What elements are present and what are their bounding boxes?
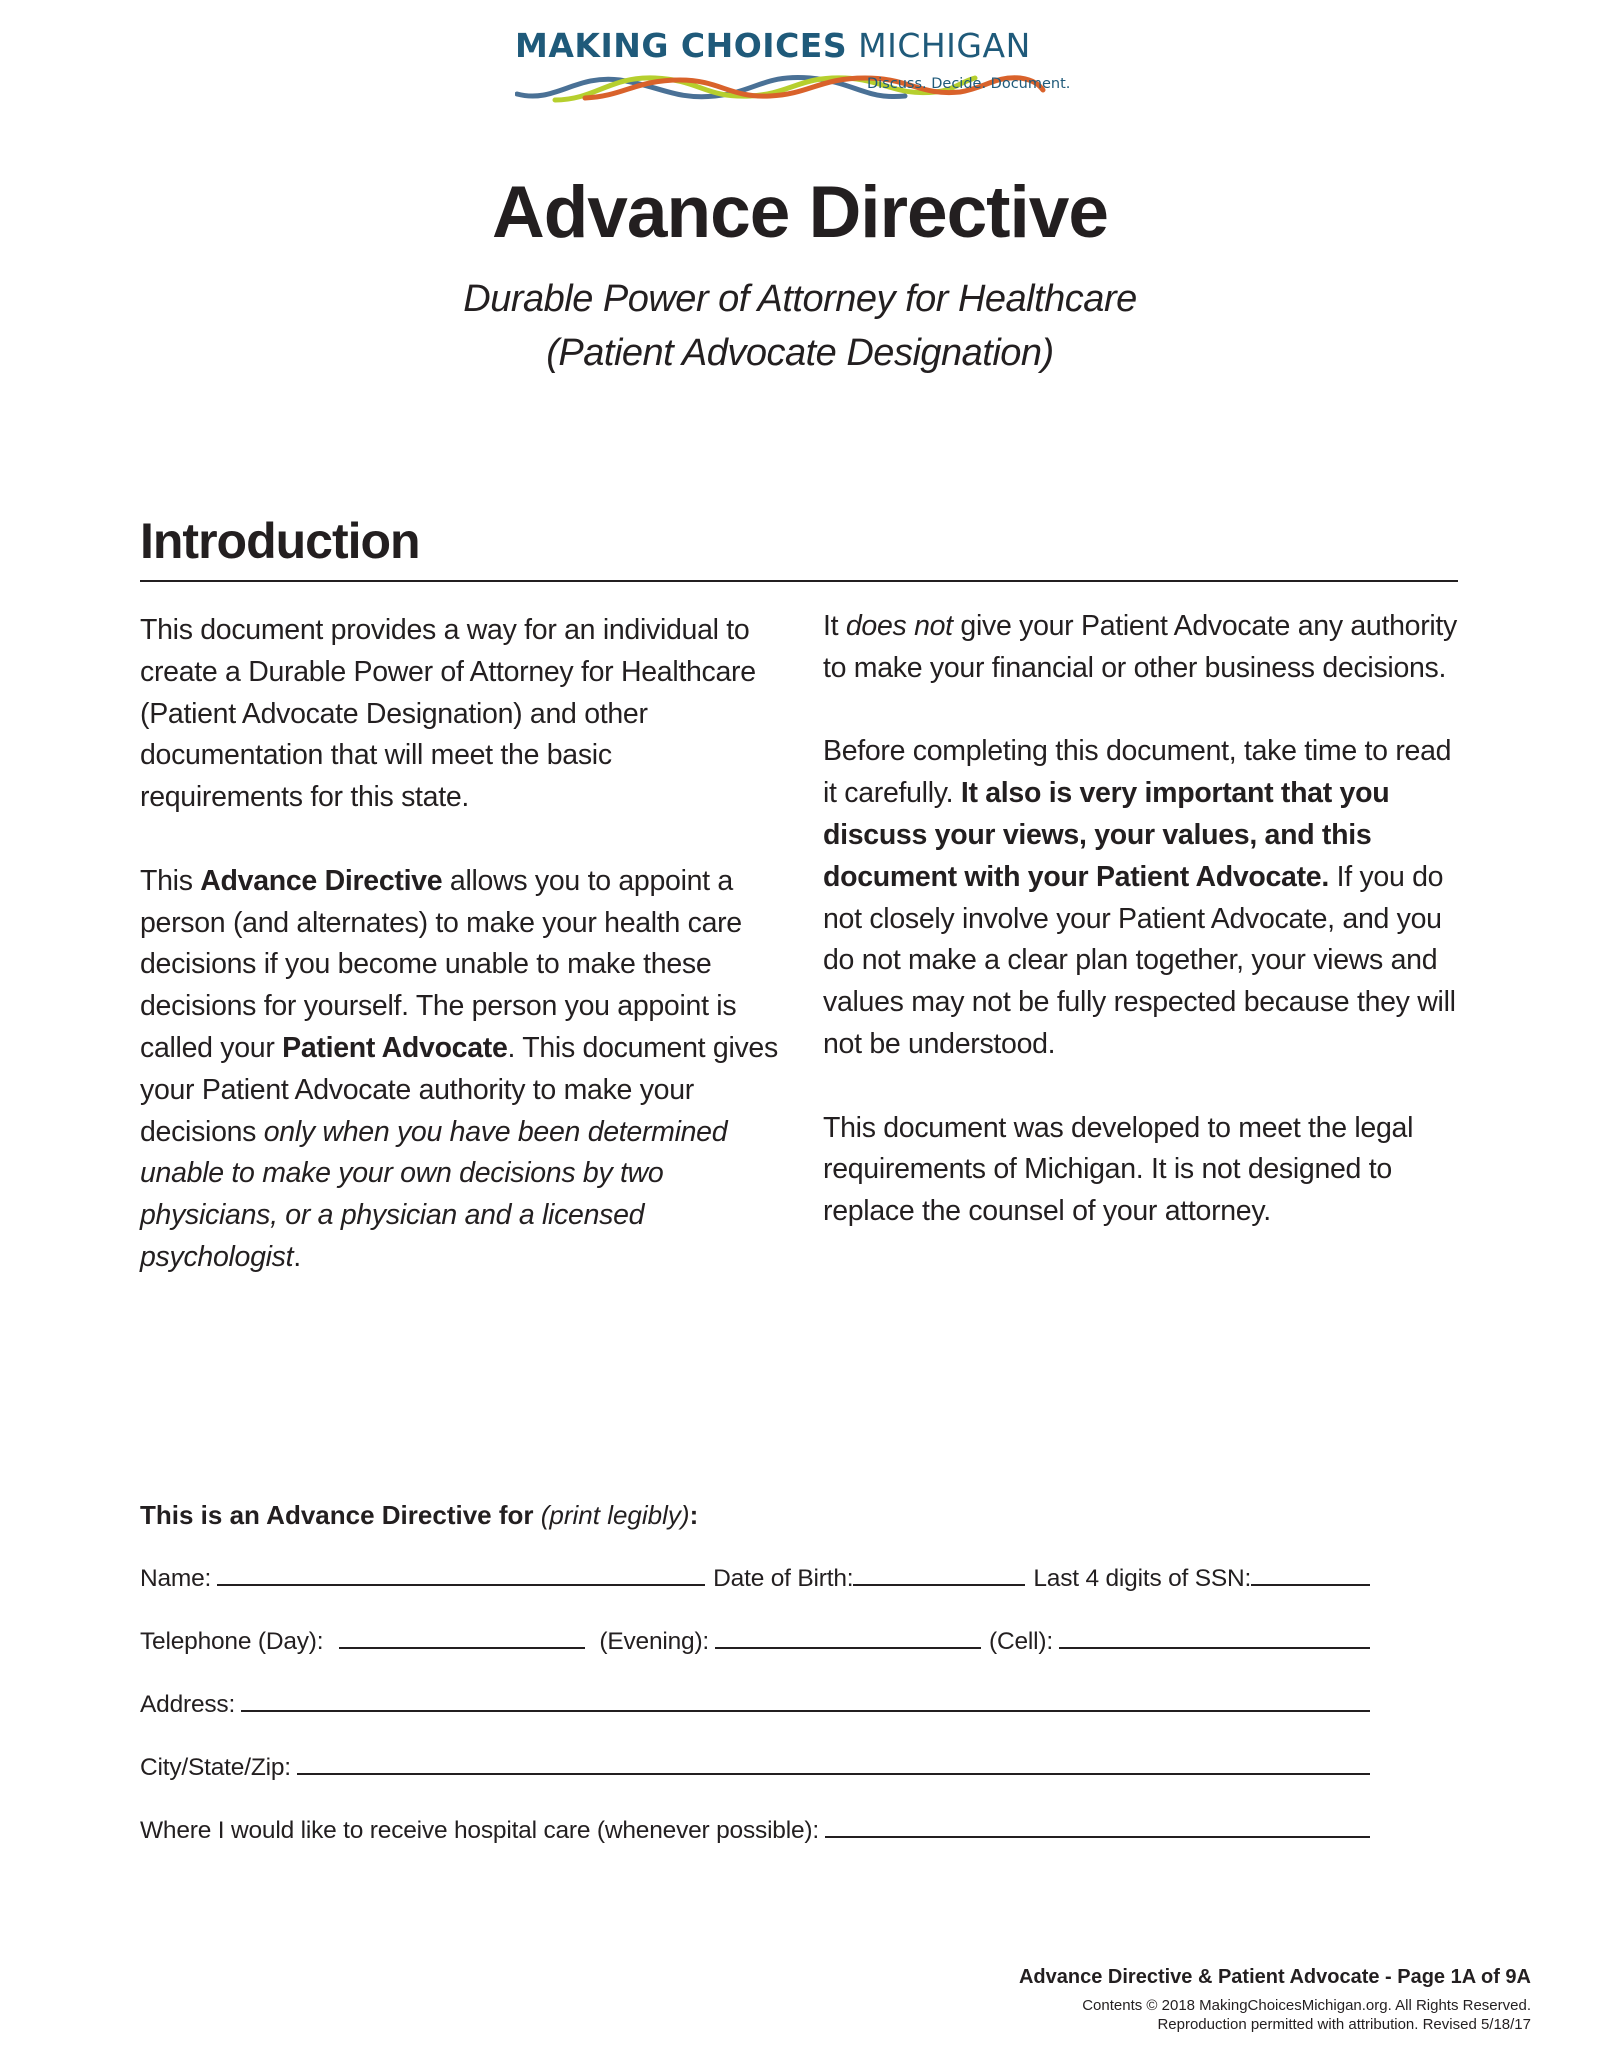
name-field[interactable] [217, 1562, 705, 1586]
address-label: Address: [140, 1691, 236, 1718]
form-heading-italic: (print legibly) [540, 1500, 690, 1530]
ssn-field[interactable] [1251, 1562, 1370, 1586]
telephone-day-label: Telephone (Day): [140, 1628, 324, 1655]
form-heading-colon: : [689, 1500, 699, 1530]
city-state-zip-field[interactable] [297, 1751, 1370, 1775]
address-field[interactable] [241, 1688, 1370, 1712]
text: This [140, 864, 201, 897]
hospital-label: Where I would like to receive hospital care (whenever possible): [140, 1817, 819, 1844]
form-heading [140, 1498, 698, 1532]
italic-text: only when you have been determined unable to make your own decisions by two physicians, or a physician and a licensed psychologist [140, 1115, 728, 1273]
ssn-label: Last 4 digits of SSN: [1033, 1565, 1252, 1592]
intro-right-column [823, 606, 1463, 1275]
logo-wordmark [515, 26, 1031, 66]
text: . This document gives your Patient Advocate authority to make your decisions [140, 1031, 778, 1148]
text: Before completing this document, take time to read it carefully. [823, 735, 1452, 810]
brand-logo [515, 26, 1075, 104]
heading-divider [140, 580, 1458, 582]
form-heading-bold: This is an Advance Directive for [140, 1500, 541, 1530]
logo-brand-regular: MICHIGAN [858, 26, 1031, 65]
intro-paragraph-4 [823, 731, 1463, 1065]
telephone-cell-label: (Cell): [989, 1628, 1053, 1655]
subtitle-line-1: Durable Power of Attorney for Healthcare [463, 278, 1137, 320]
telephone-evening-field[interactable] [715, 1625, 981, 1649]
text: . [293, 1240, 301, 1273]
hospital-field[interactable] [825, 1814, 1370, 1838]
section-heading-introduction: Introduction [140, 513, 420, 569]
form-row-telephone [140, 1625, 1370, 1659]
city-state-zip-label: City/State/Zip: [140, 1754, 291, 1781]
intro-paragraph-5: This document was developed to meet the legal requirements of Michigan. It is not designed to replace the counsel of your attorney. [823, 1111, 1414, 1228]
subtitle-line-2: (Patient Advocate Designation) [546, 332, 1054, 374]
form-row-hospital [140, 1814, 1370, 1848]
text: allows you to appoint a person (and alternates) to make your health care decisions if you become unable to make these decisions for yourself. The person you appoint is called your [140, 864, 742, 1064]
bold-text: Advance Directive [200, 864, 443, 897]
dob-label: Date of Birth: [713, 1565, 854, 1592]
footer-copyright: Contents © 2018 MakingChoicesMichigan.org. All Rights Reserved. [1082, 1997, 1531, 2014]
document-title: Advance Directive [492, 172, 1108, 253]
telephone-cell-field[interactable] [1059, 1625, 1370, 1649]
name-label: Name: [140, 1565, 212, 1592]
intro-paragraph-1: This document provides a way for an individual to create a Durable Power of Attorney for Healthcare (Patient Advocate Designation) and other documentation that will meet the basic requirements for this state. [140, 614, 756, 814]
italic-text: does not [845, 610, 953, 642]
telephone-evening-label: (Evening): [599, 1628, 710, 1655]
form-row-address [140, 1688, 1370, 1722]
bold-text: It also is very important that you discuss your views, your values, and this document with your Patient Advocate. [823, 777, 1390, 893]
logo-tagline: Discuss. Decide. Document. [867, 76, 1071, 92]
intro-paragraph-2 [140, 861, 780, 1279]
telephone-day-field[interactable] [339, 1625, 585, 1649]
intro-left-column [140, 610, 780, 1321]
footer-reproduction-note: Reproduction permitted with attribution. Revised 5/18/17 [1157, 2016, 1531, 2033]
text: If you do not closely involve your Patient Advocate, and you do not make a clear plan together, your views and values may not be fully respected because they will not be understood. [823, 860, 1456, 1060]
form-row-identity [140, 1562, 1370, 1596]
text: give your Patient Advocate any authority to make your financial or other business decisions. [823, 610, 1457, 684]
dob-field[interactable] [853, 1562, 1025, 1586]
intro-paragraph-3 [823, 606, 1463, 690]
form-row-city-state-zip [140, 1751, 1370, 1785]
document-subtitle [0, 272, 1600, 380]
text: It [823, 610, 846, 642]
bold-text: Patient Advocate [282, 1031, 508, 1064]
footer-page-title: Advance Directive & Patient Advocate - Page 1A of 9A [1018, 1966, 1531, 1988]
logo-brand-bold: MAKING CHOICES [515, 26, 848, 65]
